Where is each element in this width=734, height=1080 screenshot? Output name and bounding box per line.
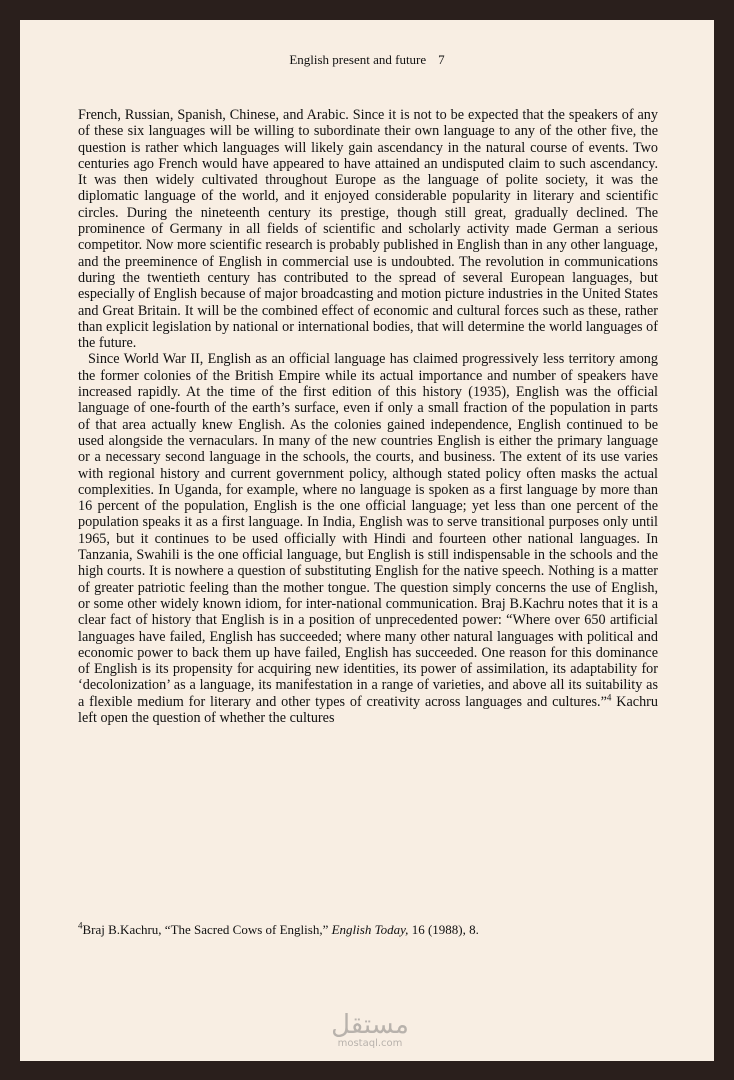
paragraph: French, Russian, Spanish, Chinese, and Arabic. Since it is not to be expected that the speakers of any of these six languages will be willing to subordinate their own language to any of the other five, the question is rather which languages will likely gain ascendancy in the natural course of events. Two centuries ago French would have appeared to have attained an undisputed claim to such ascendancy. It was then widely cultivated throughout Europe as the language of polite society, it was the diplomatic language of the world, and it enjoyed considerable popularity in literary and scientific circles. During the nineteenth century its prestige, though still great, gradually declined. The prominence of Germany in all fields of scientific and scholarly activity made German a serious competitor. Now more scientific research is probably published in English than in any other language, and the preeminence of English in commercial use is undoubted. The revolution in communications during the twentieth century has contributed to the spread of several European languages, but especially of English because of major broadcasting and motion picture industries in the United States and Great Britain. It will be the combined effect of economic and cultural forces such as these, rather than explicit legislation by national or international bodies, that will determine the world languages of the future. (78, 107, 658, 352)
footnote-journal: English Today, (331, 922, 409, 937)
paragraph-text: Kachru left open the question of whether the cultures (78, 693, 658, 726)
footnote (78, 922, 658, 938)
watermark (320, 1012, 420, 1050)
watermark-arabic: مستقل (331, 1010, 409, 1040)
footnote-reference[interactable]: 4 (606, 691, 612, 702)
paragraph (78, 351, 658, 726)
footnote-marker: 4 (78, 920, 83, 931)
book-page (20, 20, 714, 1061)
watermark-latin: mostaql.com (337, 1038, 403, 1049)
paragraph-text: Since World War II, English as an official language has claimed progressively less territory among the former colonies of the British Empire while its actual importance and number of speakers have increased rapidly. At the time of the first edition of this history (1935), English was the official language of one-fourth of the earth’s surface, even if only a small fraction of the population in parts of that area actually knew English. As the colonies gained independence, English continued to be used alongside the vernaculars. In many of the new countries English is either the primary language or a necessary second language in the schools, the courts, and business. The extent of its use varies with regional history and current government policy, although stated policy often masks the actual complexities. In Uganda, for example, where no language is spoken as a first language by more than 16 percent of the population, English is the one official language; yet less than one percent of the population speaks it as a first language. In India, English was to serve transitional purposes only until 1965, but it continues to be used officially with Hindi and fourteen other national languages. In Tanzania, Swahili is the one official language, but English is still indispensable in the schools and the high courts. It is nowhere a question of substituting English for the native speech. Nothing is a matter of greater patriotic feeling than the mother tongue. The question simply concerns the use of English, or some other widely known idiom, for inter-national communication. Braj B.Kachru notes that it is a clear fact of history that English is in a position of unprecedented power: “Where over 650 artificial languages have failed, English has succeeded; where many other natural languages with political and economic power to back them up have failed, English has succeeded. One reason for this dominance of English is its propensity for acquiring new identities, its power of assimilation, its adaptability for ‘decolonization’ as a language, its manifestation in a range of varieties, and above all its suitability as a flexible medium for literary and other types of creativity across languages and cultures.” (78, 351, 658, 710)
page-number: 7 (438, 52, 445, 67)
running-head (20, 52, 714, 68)
body-text (78, 107, 658, 726)
footnote-citation: 16 (1988), 8. (408, 922, 479, 937)
running-head-title: English present and future (289, 52, 427, 67)
footnote-author-title: Braj B.Kachru, “The Sacred Cows of English,” (82, 922, 332, 937)
